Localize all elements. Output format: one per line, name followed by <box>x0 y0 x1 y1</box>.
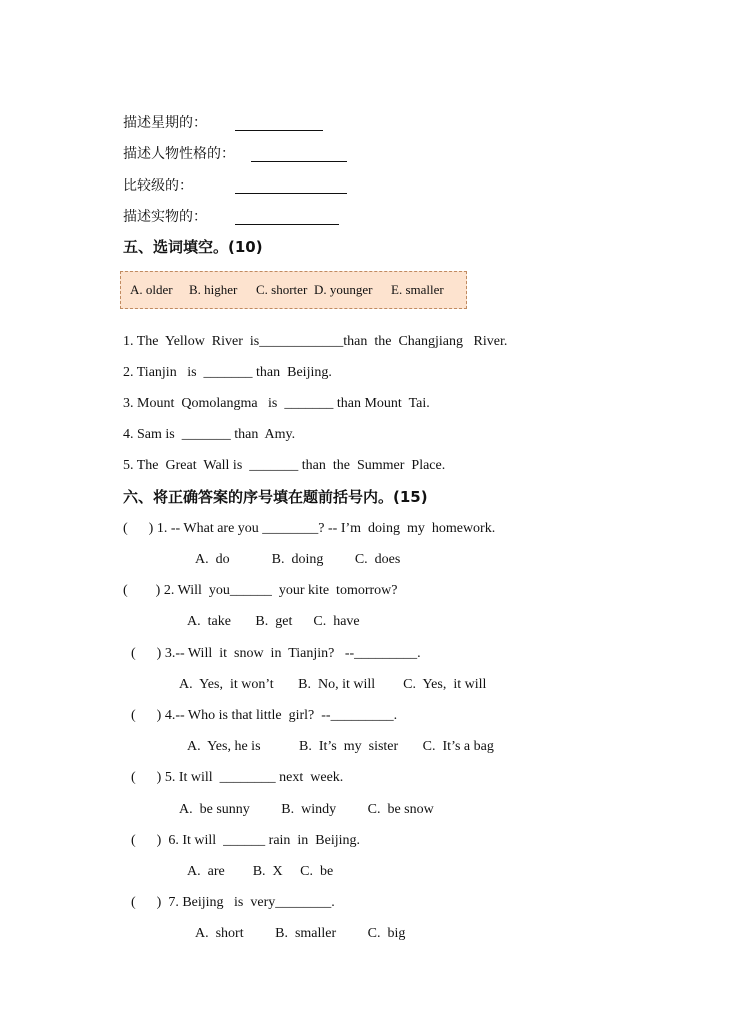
row-label-week: 描述星期的： <box>123 115 207 131</box>
row-label-comparative: 比较级的： <box>123 178 193 194</box>
question-1: ( ) 1. -- What are you ________? -- I’m doing my homework. <box>123 521 496 536</box>
part6-heading: 六、将正确答案的序号填在题前括号内。(15) <box>123 488 428 506</box>
question-2: ( ) 2. Will you______ your kite tomorrow? <box>123 583 398 598</box>
question-2-options: A. take B. get C. have <box>187 614 360 629</box>
question-6-options: A. are B. X C. be <box>187 864 334 879</box>
question-3-options: A. Yes, it won’t B. No, it will C. Yes, it will <box>179 677 487 692</box>
word-option-c: C. shorter <box>256 282 308 297</box>
fill-sentence-1: 1. The Yellow River is____________than the Changjiang River. <box>123 334 508 349</box>
word-bank-box <box>120 271 467 309</box>
answer-blank-comparative <box>235 192 347 194</box>
question-1-options: A. do B. doing C. does <box>195 552 401 567</box>
word-option-e: E. smaller <box>391 282 444 297</box>
word-option-d: D. younger <box>314 282 373 297</box>
question-7: ( ) 7. Beijing is very________. <box>131 895 335 910</box>
question-4: ( ) 4.-- Who is that little girl? --_________. <box>131 708 398 723</box>
row-label-object: 描述实物的： <box>123 209 207 225</box>
word-option-a: A. older <box>130 282 173 297</box>
fill-sentence-3: 3. Mount Qomolangma is _______ than Mount Tai. <box>123 396 430 411</box>
question-3: ( ) 3.-- Will it snow in Tianjin? --_________. <box>131 646 421 661</box>
answer-blank-character <box>251 160 347 162</box>
answer-blank-week <box>235 129 323 131</box>
part5-heading: 五、选词填空。(10) <box>123 238 263 256</box>
question-7-options: A. short B. smaller C. big <box>195 926 406 941</box>
row-label-character: 描述人物性格的： <box>123 146 235 162</box>
answer-blank-object <box>235 223 339 225</box>
question-5-options: A. be sunny B. windy C. be snow <box>179 802 434 817</box>
fill-sentence-4: 4. Sam is _______ than Amy. <box>123 427 296 442</box>
word-option-b: B. higher <box>189 282 238 297</box>
fill-sentence-5: 5. The Great Wall is _______ than the Summer Place. <box>123 458 446 473</box>
question-6: ( ) 6. It will ______ rain in Beijing. <box>131 833 361 848</box>
question-5: ( ) 5. It will ________ next week. <box>131 770 344 785</box>
fill-sentence-2: 2. Tianjin is _______ than Beijing. <box>123 365 332 380</box>
question-4-options: A. Yes, he is B. It’s my sister C. It’s a bag <box>187 739 494 754</box>
